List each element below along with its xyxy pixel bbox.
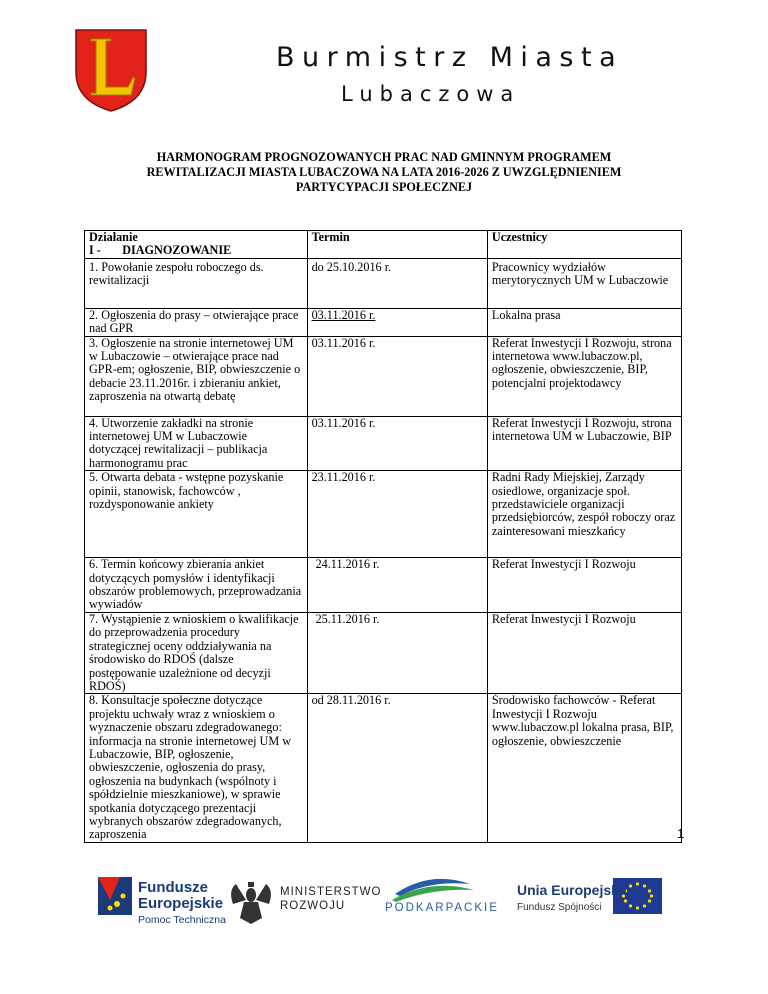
table-row: [85, 336, 682, 416]
table-row: [85, 416, 682, 471]
schedule-table: [84, 230, 685, 843]
heading-line-1: HARMONOGRAM PROGNOZOWANYCH PRAC NAD GMINNYM PROGRAMEM: [156, 150, 612, 164]
row-action: 7. Wystąpienie z wnioskiem o kwalifikacje do przeprowadzenia procedury strategicznej oceny oddziaływania na środowisko do RDOŚ (dalsze postępowanie uzależnione od decyzji RDOŚ): [85, 612, 308, 693]
column-header-term: Termin: [307, 231, 487, 259]
row-participants: Referat Inwestycji I Rozwoju: [487, 558, 681, 613]
row-action: 8. Konsultacje społeczne dotyczące projektu uchwały wraz z wnioskiem o wyznaczenie obszaru zdegradowanego: informacja na stronie internetowej UM w Lubaczowie, BIP, ogłoszenie, obwieszczenie, ogłoszenia do prasy, ogłoszenia na budynkach (wspólnoty i spółdzielnie mieszkaniowe), w sprawie spotkania dotyczącego prezentacji wybranych obszarów zdegradowanych, zaproszenia: [85, 694, 308, 842]
row-participants: Lokalna prasa: [487, 308, 681, 336]
table-row: [85, 694, 682, 842]
row-participants: Środowisko fachowców - Referat Inwestycji I Rozwoju www.lubaczow.pl lokalna prasa, BIP, ogłoszenie, obwieszczenie: [487, 694, 681, 842]
podkarpackie-icon: [392, 879, 474, 902]
row-participants: Referat Inwestycji I Rozwoju, strona internetowa www.lubaczow.pl, ogłoszenie, obwieszczenie, BIP, potencjalni projektodawcy: [487, 336, 681, 416]
column-header-participants: Uczestnicy: [487, 231, 681, 259]
phase-label: I - DIAGNOZOWANIE: [89, 243, 232, 258]
row-term: 25.11.2016 r.: [307, 612, 487, 693]
fundusze-europejskie-icon: [98, 877, 132, 915]
heading-line-2: REWITALIZACJI MIASTA LUBACZOWA NA LATA 2016-2026 Z UWZGLĘDNIENIEM: [146, 165, 622, 179]
footer-logos: [0, 860, 768, 940]
row-participants: Referat Inwestycji I Rozwoju, strona internetowa UM w Lubaczowie, BIP: [487, 416, 681, 471]
ministry-logo: MINISTERSTWO ROZWOJU: [280, 886, 382, 912]
row-action: 5. Otwarta debata - wstępne pozyskanie opinii, stanowisk, fachowców , rozdysponowanie ankiety: [85, 471, 308, 558]
table-row: [85, 612, 682, 693]
table-row: [85, 471, 682, 558]
row-term: od 28.11.2016 r.: [307, 694, 487, 842]
heading-line-3: PARTYCYPACJI SPOŁECZNEJ: [295, 180, 473, 194]
row-term: 03.11.2016 r.: [307, 336, 487, 416]
eu-logo: Unia Europejska Fundusz Spójności: [517, 882, 627, 913]
mayor-title: Burmistrz Miasta: [276, 42, 624, 73]
table-row: [85, 558, 682, 613]
row-action: 4. Utworzenie zakładki na stronie internetowej UM w Lubaczowie dotyczącej rewitalizacji – publikacja harmonogramu prac: [85, 416, 308, 471]
table-row: [85, 308, 682, 336]
row-participants: Referat Inwestycji I Rozwoju: [487, 612, 681, 693]
fundusze-europejskie-logo: Fundusze Europejskie Pomoc Techniczna: [138, 879, 226, 926]
page-number: 1: [677, 826, 685, 841]
row-term: 03.11.2016 r.: [307, 416, 487, 471]
mayor-city: Lubaczowa: [341, 82, 521, 106]
row-action: 3. Ogłoszenie na stronie internetowej UM w Lubaczowie – otwierające prace nad GPR-em; ogłoszenie, BIP, obwieszczenie o debacie 23.11.2016r. i zbieraniu ankiet, zaproszenia na otwartą debatę: [85, 336, 308, 416]
table-header-row: [85, 231, 682, 259]
row-term: do 25.10.2016 r.: [307, 258, 487, 308]
row-term: 03.11.2016 r.: [307, 308, 487, 336]
row-participants: Radni Rady Miejskiej, Zarządy osiedlowe, organizacje społ. przedstawiciele organizacji przedsiębiorców, zespół roboczy oraz zainteresowani mieszkańcy: [487, 471, 681, 558]
row-action: 6. Termin końcowy zbierania ankiet dotyczących pomysłów i identyfikacji obszarów problemowych, przeprowadzania wywiadów: [85, 558, 308, 613]
row-action: 2. Ogłoszenia do prasy – otwierające prace nad GPR: [85, 308, 308, 336]
row-participants: Pracownicy wydziałów merytorycznych UM w Lubaczowie: [487, 258, 681, 308]
row-term: 24.11.2016 r.: [307, 558, 487, 613]
podkarpackie-logo: PODKARPACKIE: [385, 902, 499, 914]
table-row: [85, 258, 682, 308]
document-heading: [100, 150, 668, 195]
column-header-action: Działanie I - DIAGNOZOWANIE: [85, 231, 308, 259]
row-term: 23.11.2016 r.: [307, 471, 487, 558]
polish-eagle-icon: [231, 882, 271, 924]
city-crest-logo: [73, 27, 149, 113]
row-action: 1. Powołanie zespołu roboczego ds. rewitalizacji: [85, 258, 308, 308]
